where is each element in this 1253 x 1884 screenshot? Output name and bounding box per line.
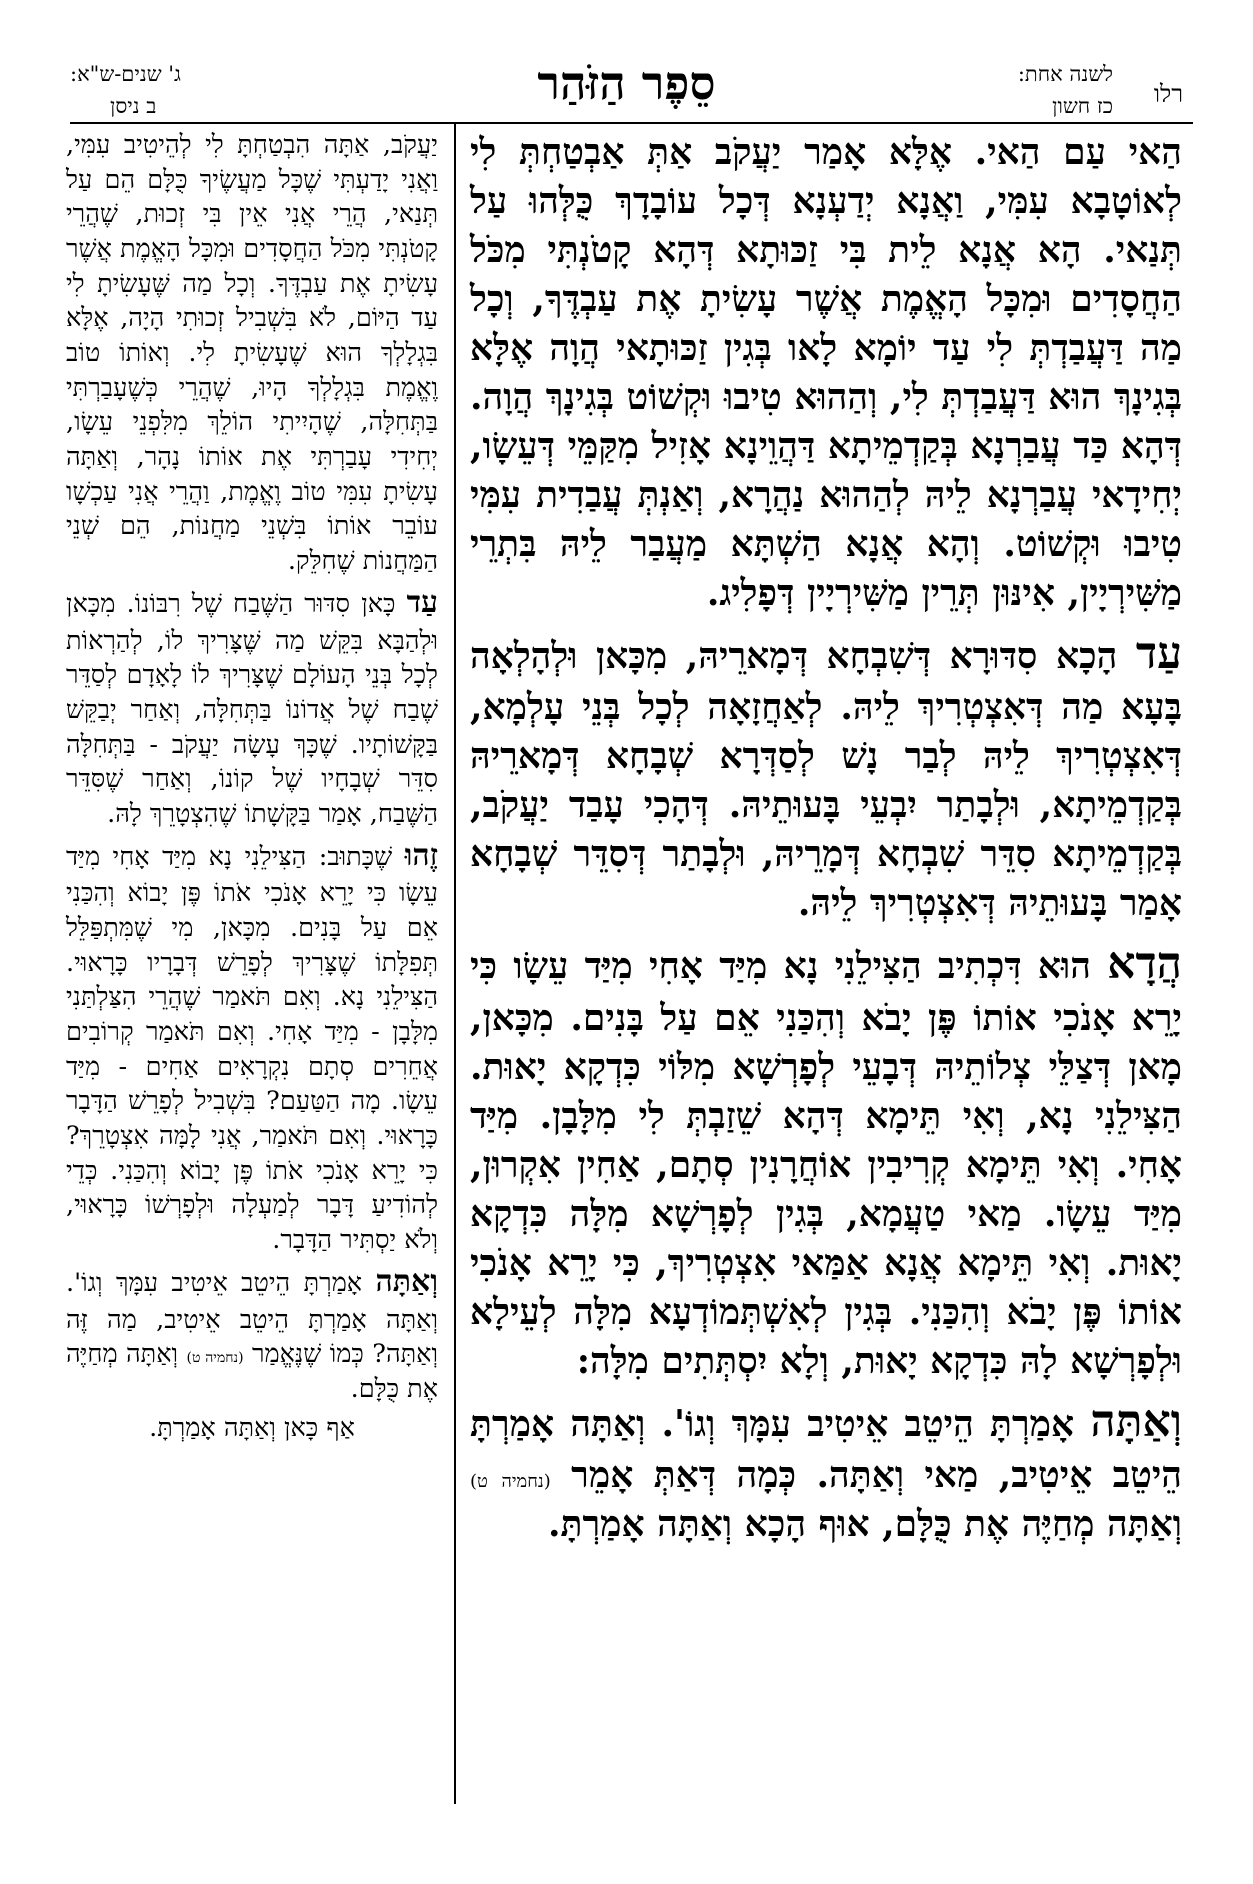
- scripture-reference: (נחמיה ט): [186, 1350, 244, 1367]
- date-right: כז חשון: [1052, 94, 1113, 118]
- translation-paragraph-text: כָּאן סִדּוּר הַשֶּׁבַח שֶׁל רִבּוֹנוֹ. מִכָּאן וּלְהַבָּא בִּקֵּשׁ מַה שֶּׁצָּרִיךְ לוֹ, לְהַרְאוֹת לְכָל בְּנֵי הָעוֹלָם שֶׁצָּרִיךְ לוֹ לָאָדָם לְסַדֵּר שֶׁבַח שֶׁל אֲדוֹנוֹ בַּתְּחִלָּה, וְאַחַר יְבַקֵּשׁ בַּקָּשׁוֹתָיו. שֶׁכָּךְ עָשָׂה יַעֲקֹב - בַּתְּחִלָּה סִדֵּר שְׁבָחָיו שֶׁל קוֹנוֹ, וְאַחַר שֶׁסִּדֵּר הַשֶּׁבַח, אָמַר בַּקָּשָׁתוֹ שֶׁהִצְטָרֵךְ לָהּ.: [66, 588, 438, 829]
- translation-paragraph-1: [66, 128, 438, 579]
- page-number: רלו: [1153, 80, 1183, 108]
- main-paragraph-text: וְאַתָּה מְחַיֶּה אֶת כֻּלָּם, אוּף הָכָא וְאַתָּה אָמַרְתָּ.: [547, 1503, 1182, 1546]
- translation-paragraph-lead: זֶהוּ: [404, 837, 438, 873]
- aramaic-column: [470, 128, 1182, 1555]
- translation-paragraph-2: [66, 583, 438, 832]
- translation-paragraph-4: [66, 1262, 438, 1407]
- main-paragraph-1: [470, 128, 1182, 618]
- main-paragraph-text: אָמַרְתָּ הֵיטֵב אֵיטִיב עִמָּךְ וְגוֹ'. וְאַתָּה אָמַרְתָּ הֵיטֵב אֵיטִיב, מַאי וְאַתָּה. כְּמָה דְּאַתְּ אָמֵר: [470, 1402, 1182, 1497]
- main-paragraph-lead: עַד: [1135, 627, 1182, 679]
- book-title: סֵפֶר הַזֹּהַר: [537, 56, 716, 110]
- header-rule: [70, 122, 1193, 124]
- translation-paragraph-lead: וְאַתָּה: [375, 1263, 438, 1299]
- main-paragraph-2: [470, 624, 1182, 929]
- translation-paragraph-lead: עַד: [406, 584, 439, 620]
- running-header: [0, 0, 1253, 120]
- translation-column: [66, 128, 438, 1449]
- column-divider: [454, 124, 456, 1804]
- translation-paragraph-text: וְאַתָּה מְחַיֶּה אֶת כֻּלָּם.: [66, 1339, 438, 1404]
- translation-paragraph-text: שֶׁכָּתוּב: הַצִּילֵנִי נָא מִיַּד אָחִי מִיַּד עֵשָׂו כִּי יָרֵא אָנֹכִי אֹתוֹ פֶּן יָבוֹא וְהִכַּנִי אֵם עַל בָּנִים. מִכָּאן, מִי שֶׁמִּתְפַּלֵּל תְּפִלָּתוֹ שֶׁצָּרִיךְ לְפָרֵשׁ דְּבָרָיו כָּרָאוּי. הַצִּילֵנִי נָא. וְאִם תֹּאמַר שֶׁהֲרֵי הִצַּלְתַּנִי מִלָּבָן - מִיַּד אָחִי. וְאִם תֹּאמַר קְרוֹבִים אֲחֵרִים סְתָם נִקְרָאִים אַחִים - מִיַּד עֵשָׂו. מָה הַטַּעַם? בִּשְׁבִיל לְפָרֵשׁ הַדָּבָר כָּרָאוּי. וְאִם תֹּאמַר, אֲנִי לָמָּה אִצְטָרֵךְ? כִּי יָרֵא אָנֹכִי אֹתוֹ פֶּן יָבוֹא וְהִכַּנִי. כְּדֵי לְהוֹדִיעַ דָּבָר לְמַעְלָה וּלְפָרְשׁוֹ כָּרָאוּי, וְלֹא יַסְתִּיר הַדָּבָר.: [66, 841, 438, 1256]
- translation-closing-line: אַף כָּאן וְאַתָּה אָמַרְתָּ.: [149, 1412, 355, 1443]
- main-paragraph-text: הוּא דִּכְתִיב הַצִּילֵנִי נָא מִיַּד אָחִי מִיַּד עֵשָׂו כִּי יָרֵא אָנֹכִי אוֹתוֹ פֶּן יָבֹא וְהִכַּנִי אֵם עַל בָּנִים. מִכָּאן, מָאן דְּצַלֵּי צְלוֹתֵיהּ דְּבָעֵי לְפָרְשָׁא מִלּוֹי כִּדְקָא יָאוּת. הַצִּילֵנִי נָא, וְאִי תֵּימָא דְּהָא שֵׁזַבְתְּ לִי מִלָּבָן. מִיַּד אָחִי. וְאִי תֵּימָא קְרִיבִין אוֹחֲרָנִין סְתָם, אַחִין אִקְרוּן, מִיַּד עֵשָׂו. מַאי טַעֲמָא, בְּגִין לְפָרְשָׁא מִלָּה כִּדְקָא יָאוּת. וְאִי תֵּימָא אֲנָא אַמַּאי אִצְטְרִיךְ, כִּי יָרֵא אָנֹכִי אוֹתוֹ פֶּן יָבֹא וְהִכַּנִי. בְּגִין לְאִשְׁתְּמוֹדְעָא מִלָּה לְעֵילָא וּלְפָרְשָׁא לָהּ כִּדְקָא יָאוּת, וְלָא יִסְתְּתִים מִלָּה:: [470, 945, 1182, 1382]
- main-paragraph-lead: הֲדָא: [1107, 938, 1182, 990]
- translation-paragraph-3: [66, 836, 438, 1258]
- scripture-reference: (נחמיה ט): [470, 1471, 551, 1493]
- main-paragraph-text: הַאי עַם הַאי. אֶלָּא אָמַר יַעֲקֹב אַתְּ אַבְטַחְתְּ לִי לְאוֹטָבָא עִמִּי, וַאֲנָא יְדַעְנָא דְּכָל עוֹבָדָךְ כֻּלְּהוּ עַל תְּנַאי. הָא אֲנָא לֵית בִּי זַכּוּתָא דְּהָא קָטֹנְתִּי מִכֹּל הַחֲסָדִים וּמִכָּל הָאֱמֶת אֲשֶׁר עָשִׂיתָ אֶת עַבְדֶּךָ, וְכָל מַה דַּעֲבַדְתְּ לִי עַד יוֹמָא לָאו בְּגִין זַכּוּתָאי הֲוָה אֶלָּא בְּגִינָךְ הוּא דַּעֲבַדְתְּ לִי, וְהַהוּא טִיבוּ וּקְשׁוֹט בְּגִינָךְ הֲוָה. דְּהָא כַּד עֲבַרְנָא בְּקַדְמֵיתָא דַּהֲוֵינָא אָזִיל מִקַּמֵּי דְּעֵשָׂו, יְחִידָאי עֲבַרְנָא לֵיהּ לְהַהוּא נַהֲרָא, וְאַנְתְּ עֲבַדִית עִמִּי טִיבוּ וּקְשׁוֹט. וְהָא אֲנָא הַשְׁתָּא מַעֲבַר לֵיהּ בִּתְרֵי מַשִּׁירְיָין, אִינּוּן תְּרֵין מַשִּׁירְיָין דְּפָלִיג.: [470, 131, 1182, 614]
- main-paragraph-lead: וְאַתָּה: [1090, 1395, 1182, 1447]
- cycle-year: לשנה אחת:: [1017, 62, 1113, 86]
- main-paragraph-3: [470, 934, 1182, 1385]
- translation-paragraph-text: יַעֲקֹב, אַתָּה הִבְטַחְתָּ לִי לְהֵיטִיב עִמִּי, וַאֲנִי יָדַעְתִּי שֶׁכָּל מַעֲשֶׂיךָ כֻּלָּם הֵם עַל תְּנַאי, הֲרֵי אֲנִי אֵין בִּי זְכוּת, שֶׁהֲרֵי קָטֹנְתִּי מִכֹּל הַחֲסָדִים וּמִכָּל הָאֱמֶת אֲשֶׁר עָשִׂיתָ אֶת עַבְדֶּךָ. וְכָל מַה שֶּׁעָשִׂיתָ לִי עַד הַיּוֹם, לֹא בִּשְׁבִיל זְכוּתִי הָיָה, אֶלָּא בִּגְלָלְךָ הוּא שֶׁעָשִׂיתָ לִי. וְאוֹתוֹ טוֹב וֶאֱמֶת בִּגְלָלְךָ הָיוּ, שֶׁהֲרֵי כְּשֶׁעָבַרְתִּי בַּתְּחִלָּה, שֶׁהָיִיתִי הוֹלֵךְ מִלִּפְנֵי עֵשָׂו, יְחִידִי עָבַרְתִּי אֶת אוֹתוֹ נָהָר, וְאַתָּה עָשִׂיתָ עִמִּי טוֹב וֶאֱמֶת, וַהֲרֵי אֲנִי עַכְשָׁו עוֹבֵר אוֹתוֹ בִּשְׁנֵי מַחֲנוֹת, הֵם שְׁנֵי הַמַּחֲנוֹת שֶׁחִלֵּק.: [66, 130, 438, 577]
- main-paragraph-4: [470, 1392, 1182, 1550]
- main-paragraph-text: הָכָא סִדּוּרָא דְּשִׁבְחָא דְּמָארֵיהּ, מִכָּאן וּלְהָלְאָה בָּעָא מַה דְּאִצְטְרִיךְ לֵיהּ. לְאַחֲזָאָה לְכָל בְּנֵי עָלְמָא, דְּאִצְטְרִיךְ לֵיהּ לְבַר נָשׁ לְסַדְּרָא שְׁבָחָא דְּמָארֵיהּ בְּקַדְמֵיתָא, וּלְבָתַר יִבְעֵי בָּעוּתֵיהּ. דְּהָכִי עָבַד יַעֲקֹב, בְּקַדְמֵיתָא סִדֵּר שִׁבְחָא דְּמָרֵיהּ, וּלְבָתַר דְּסִדֵּר שְׁבָחָא אָמַר בָּעוּתֵיהּ דְּאִצְטְרִיךְ לֵיהּ.: [470, 634, 1182, 925]
- translation-paragraph-text: אָמַרְתָּ הֵיטֵב אֵיטִיב עִמָּךְ וְגוֹ'. וְאַתָּה אָמַרְתָּ הֵיטֵב אֵיטִיב, מַה זֶּה וְאַתָּה? כְּמוֹ שֶׁנֶּאֱמַר: [66, 1267, 439, 1370]
- cycle-alt: ג' שנים-ש"א:: [70, 62, 181, 86]
- date-left: ב ניסן: [110, 94, 157, 118]
